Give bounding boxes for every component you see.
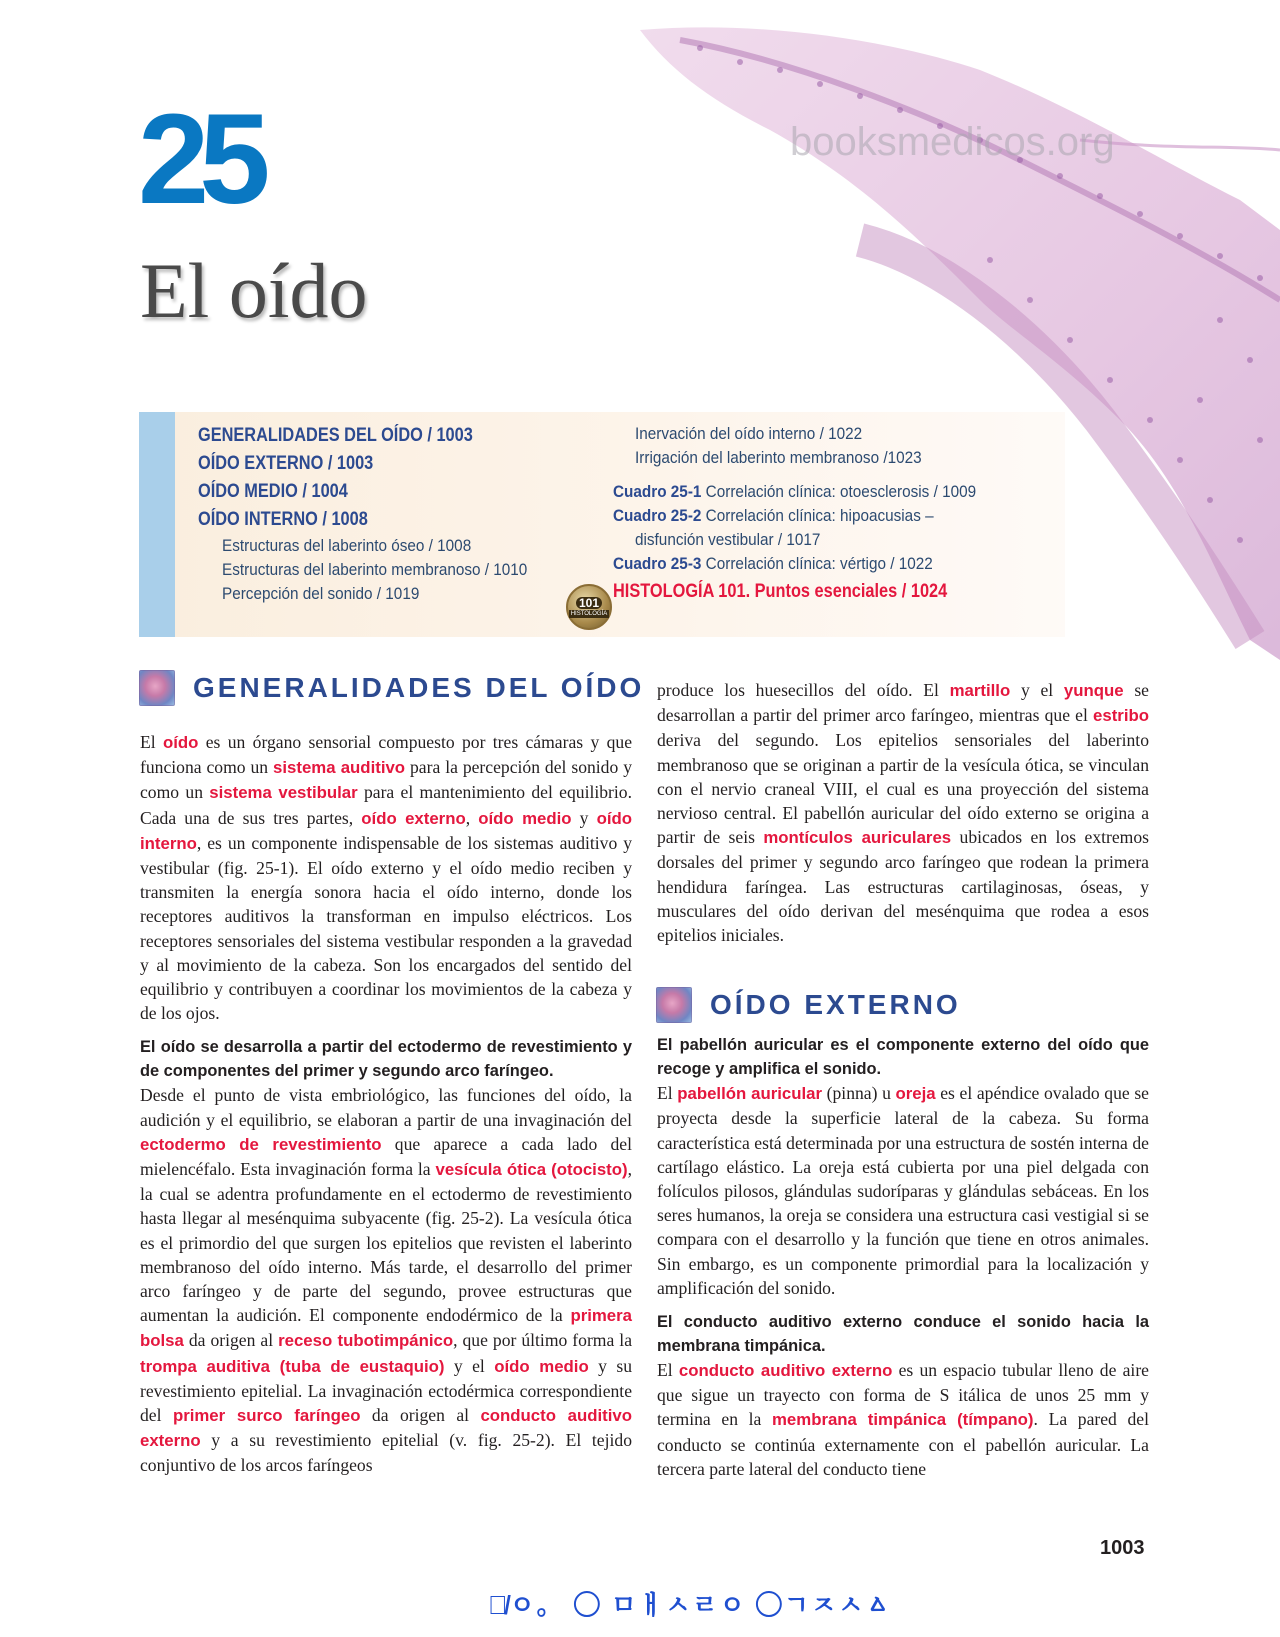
toc-item-oido-interno[interactable]: OÍDO INTERNO / 1008 (198, 509, 368, 530)
body-text: es un órgano sensorial compuesto por tres cámaras y que funciona como un (140, 732, 632, 778)
key-term: ectodermo de revestimiento (140, 1134, 382, 1154)
body-text: y su revestimiento epitelial. La invaginación ectodérmica correspondiente del (140, 1355, 632, 1426)
key-term: sistema vestibular (209, 783, 358, 803)
toc-subitem-laberinto-oseo[interactable]: Estructuras del laberinto óseo / 1008 (222, 536, 472, 555)
body-text: , que por último forma la (453, 1330, 633, 1351)
section-heading-generalidades (139, 670, 644, 706)
body-text: da origen al (360, 1405, 481, 1426)
watermark: booksmedicos.org (790, 120, 1115, 164)
contents-right-column (613, 422, 1073, 606)
body-text: y a su revestimiento epitelial (v. fig. 25-2). El tejido conjuntivo de los arcos faríngeos (140, 1430, 632, 1476)
histologia-101-badge-icon (566, 584, 612, 630)
body-text: produce los huesecillos del oído. El (657, 680, 950, 700)
badge-label: HISTOLOGÍA (570, 610, 608, 617)
box-text: Correlación clínica: otoesclerosis / 1009 (705, 482, 977, 501)
key-term: primer surco faríngeo (172, 1406, 361, 1426)
section-title: GENERALIDADES DEL OÍDO (193, 672, 645, 703)
section-heading-oido-externo (656, 987, 961, 1023)
key-term: vesícula ótica (otocisto) (435, 1160, 628, 1180)
toc-item-oido-medio[interactable]: OÍDO MEDIO / 1004 (198, 481, 348, 502)
lead-statement: El pabellón auricular es el componente externo del oído que recoge y amplifica el sonido. (657, 1036, 1149, 1079)
key-term: oído (162, 733, 199, 752)
toc-item-oido-externo[interactable]: OÍDO EXTERNO / 1003 (198, 453, 374, 474)
chapter-title: El oído (140, 247, 368, 334)
body-text: , es un componente indispensable de los sistemas auditivo y vestibular (fig. 25-1). El oído externo y el oído medio reciben y transmiten la energía sonora hacia el oído interno, donde los receptores auditivos la transforman en impulso eléctricos. Los receptores sensoriales del sistema vestibular responden a la gravedad y al movimiento de la cabeza. Son los encargados del sentido del equilibrio y contribuyen a coordinar los movimientos de la cabeza y de los ojos. (140, 832, 632, 1024)
key-term: martillo (949, 681, 1011, 700)
contents-accent-bar (139, 412, 175, 637)
paragraph (140, 730, 632, 1025)
toc-box-25-1[interactable] (613, 480, 1027, 504)
box-label: Cuadro 25-1 (613, 482, 702, 501)
right-column (657, 678, 1149, 1491)
left-column (140, 730, 632, 1488)
key-term: montículos auriculares (763, 828, 952, 848)
lead-statement: El conducto auditivo externo conduce el sonido hacia la membrana timpánica. (657, 1313, 1149, 1356)
key-term: trompa auditiva (tuba de eustaquio) (140, 1356, 445, 1376)
body-text: es un espacio tubular lleno de aire que sigue un trayecto con forma de S itálica de unos 25 mm y termina en la (657, 1360, 1149, 1430)
body-text: Desde el punto de vista embriológico, las funciones del oído, la audición y el equilibrio, se elaboran a partir de una invaginación del (140, 1085, 632, 1130)
chapter-contents-box (139, 412, 1065, 637)
body-text: y el (1010, 680, 1064, 700)
body-text: deriva del segundo. Los epitelios sensoriales del laberinto membranoso que se originan a partir de la vesícula ótica, se vinculan con el nervio craneal VIII, el cual es una proyección del sistema nervioso central. El pabellón auricular del oído externo se origina a partir de seis (657, 730, 1149, 848)
body-text: El (657, 1360, 679, 1381)
key-term: oído interno (140, 808, 632, 853)
body-text: y el (444, 1355, 495, 1376)
key-term: yunque (1063, 681, 1124, 700)
paragraph (657, 678, 1149, 947)
toc-box-25-2-continuation: disfunción vestibular / 1017 (635, 530, 821, 549)
badge-number: 101 (576, 597, 602, 609)
box-label: Cuadro 25-3 (613, 554, 702, 573)
body-text: da origen al (183, 1330, 279, 1351)
key-term: oído externo (361, 808, 466, 828)
toc-subitem-percepcion-sonido[interactable]: Percepción del sonido / 1019 (222, 584, 420, 603)
box-label: Cuadro 25-2 (613, 506, 702, 525)
body-text: El (657, 1083, 678, 1104)
section-title: OÍDO EXTERNO (710, 989, 961, 1020)
toc-box-25-3[interactable] (613, 552, 1027, 576)
contents-left-column (198, 422, 598, 606)
body-text: que aparece a cada lado del mielencéfalo. Esta invaginación forma la (140, 1133, 633, 1180)
body-text: , (465, 807, 479, 828)
key-term: conducto auditivo externo (678, 1361, 893, 1381)
paragraph (140, 1083, 632, 1477)
box-text: Correlación clínica: hipoacusias – (705, 506, 934, 525)
toc-histologia-101[interactable]: HISTOLOGÍA 101. Puntos esenciales / 1024 (613, 581, 948, 602)
key-term: estribo (1093, 706, 1149, 726)
body-text: . La pared del conducto se continúa externamente con el pabellón auricular. La tercera parte lateral del conducto tiene (657, 1409, 1150, 1479)
body-text: es el apéndice ovalado que se proyecta desde la superficie lateral de la cabeza. Su forma característica está determinada por una estructura de sostén interna de cartílago elástico. La oreja está cubierta por una piel delgada con folículos pilosos, glándulas sudoríparas y glándulas sebáceas. En los seres humanos, la oreja se considera una estructura casi vestigial si se compara con el desarrollo y la función que tiene en otros animales. Sin embargo, es un componente primordial para la localización y amplificación del sonido. (657, 1083, 1149, 1298)
body-text: (pinna) u (822, 1083, 896, 1104)
key-term: sistema auditivo (273, 758, 406, 778)
toc-subitem-inervacion[interactable]: Inervación del oído interno / 1022 (635, 424, 863, 443)
section-micrograph-icon (139, 670, 175, 706)
key-term: oído medio (478, 808, 572, 828)
box-text: Correlación clínica: vértigo / 1022 (705, 554, 933, 573)
key-term: pabellón auricular (677, 1084, 823, 1104)
chapter-number: 25 (138, 88, 261, 231)
body-text: y (571, 807, 597, 828)
body-text: El (140, 732, 163, 752)
section-micrograph-icon (656, 987, 692, 1023)
toc-box-25-2[interactable] (613, 504, 1027, 528)
paragraph (657, 1358, 1149, 1481)
footer-mark: ㄹ̸ㅇ。 ◯ ㅁㅐㅅㄹㅇ ◯ㄱㅈㅅㅿ (488, 1590, 893, 1620)
paragraph (657, 1081, 1149, 1300)
toc-subitem-irrigacion[interactable]: Irrigación del laberinto membranoso /1023 (635, 448, 922, 467)
lead-statement: El oído se desarrolla a partir del ectodermo de revestimiento y de componentes del primer y segundo arco faríngeo. (140, 1038, 632, 1081)
key-term: conducto auditivo externo (140, 1406, 632, 1451)
key-term: primera bolsa (140, 1306, 632, 1351)
body-text: , la cual se adentra profundamente en el ectodermo de revestimiento hasta llegar al mesénquima subyacente (fig. 25-2). La vesícula ótica es el primordio del que surgen los epitelios que revisten el laberinto membranoso del oído interno. Más tarde, el desarrollo del primer arco faríngeo y de parte del segundo, provee estructuras que aumentan la audición. El componente endodérmico de la (140, 1159, 633, 1326)
toc-item-generalidades[interactable]: GENERALIDADES DEL OÍDO / 1003 (198, 425, 473, 446)
key-term: receso tubotimpánico (278, 1331, 454, 1351)
key-term: oído medio (494, 1356, 589, 1376)
body-text: para el mantenimiento del equilibrio. Cada una de sus tres partes, (140, 782, 632, 828)
key-term: membrana timpánica (tímpano) (772, 1410, 1034, 1430)
page-number: 1003 (1100, 1537, 1145, 1559)
key-term: oreja (895, 1084, 936, 1104)
body-text: se desarrollan a partir del primer arco faríngeo, mientras que el (657, 680, 1149, 726)
body-text: ubicados en los extremos dorsales del primer y segundo arco faríngeo que rodean la primera hendidura faríngea. Las estructuras cartilaginosas, óseas, y musculares del oído derivan del mesénquima que rodea a esos epitelios iniciales. (657, 827, 1149, 946)
toc-subitem-laberinto-membranoso[interactable]: Estructuras del laberinto membranoso / 1010 (222, 560, 528, 579)
body-text: para la percepción del sonido y como un (140, 757, 632, 803)
